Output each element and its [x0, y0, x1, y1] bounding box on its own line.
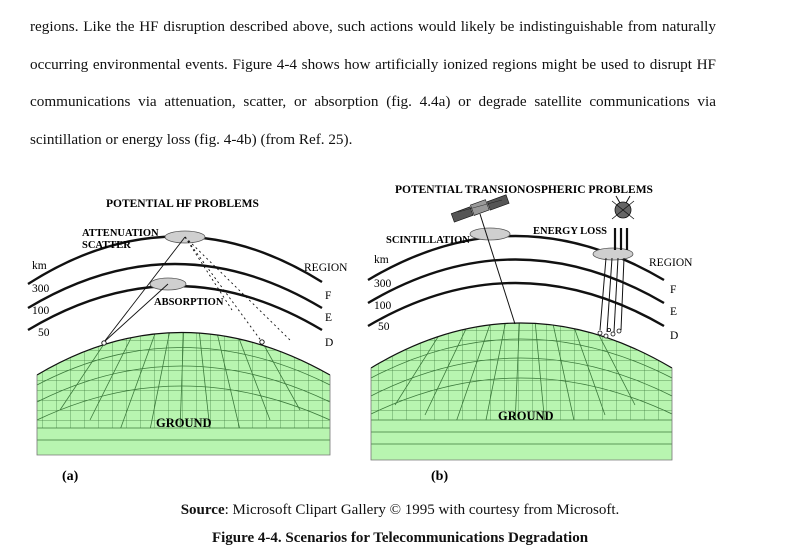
arc-d-b	[368, 283, 664, 326]
ground-label-a: GROUND	[156, 416, 212, 430]
body-paragraph: regions. Like the HF disruption described above, such actions would likely be indistinguishable from naturally occurring environmental events. Figure 4-4 shows how artificially ionized regions might be used to disrupt HF communications via attenuation, scatter, or absorption (fig. 4.4a) or degrade satellite communications via scintillation or energy loss (fig. 4-4b) (from Ref. 25).	[30, 18, 716, 148]
satellite-right-icon	[612, 196, 634, 219]
panel-b-title: POTENTIAL TRANSIONOSPHERIC PROBLEMS	[395, 184, 653, 196]
figure-caption: Figure 4-4. Scenarios for Telecommunications Degradation	[211, 530, 589, 546]
ground-earth-b	[371, 305, 672, 460]
d-label-a: D	[325, 337, 334, 349]
figure-source	[0, 502, 800, 519]
f-label-a: F	[325, 290, 332, 302]
arc-d-a	[28, 286, 322, 330]
scintillation-label: SCINTILLATION	[386, 235, 470, 246]
km-label-b: km	[374, 254, 389, 266]
km-label-a: km	[32, 260, 47, 272]
e-label-a: E	[325, 312, 333, 324]
panel-b-label: (b)	[431, 469, 449, 484]
attenuation-label: ATTENUATION	[82, 228, 159, 239]
arc-f-a	[28, 236, 322, 284]
region-label-b: REGION	[649, 257, 693, 269]
source-label: Source	[180, 502, 225, 518]
receiver-point-a	[260, 340, 264, 344]
alt-100-b: 100	[374, 300, 392, 312]
alt-100-a: 100	[32, 305, 50, 317]
scatter-label: SCATTER	[82, 240, 131, 251]
panel-b	[368, 184, 693, 484]
panel-a-title: POTENTIAL HF PROBLEMS	[106, 198, 259, 210]
panel-a	[28, 198, 348, 484]
region-label-a: REGION	[304, 262, 348, 274]
alt-300-b: 300	[374, 278, 392, 290]
absorption-label: ABSORPTION	[154, 297, 224, 308]
e-label-b: E	[670, 306, 678, 318]
arc-e-b	[368, 260, 664, 304]
scintillation-cloud	[470, 228, 510, 240]
source-text: : Microsoft Clipart Gallery © 1995 with courtesy from Microsoft.	[224, 502, 620, 518]
f-label-b: F	[670, 284, 677, 296]
alt-300-a: 300	[32, 283, 50, 295]
alt-50-a: 50	[38, 327, 50, 339]
d-label-b: D	[670, 330, 679, 342]
energy-loss-label: ENERGY LOSS	[533, 226, 608, 237]
alt-50-b: 50	[378, 321, 390, 333]
figure-4-4	[0, 170, 800, 500]
panel-a-label: (a)	[62, 469, 79, 484]
satellite-left-icon	[451, 195, 509, 222]
transmitter-point-a	[102, 341, 106, 345]
ground-label-b: GROUND	[498, 409, 554, 423]
